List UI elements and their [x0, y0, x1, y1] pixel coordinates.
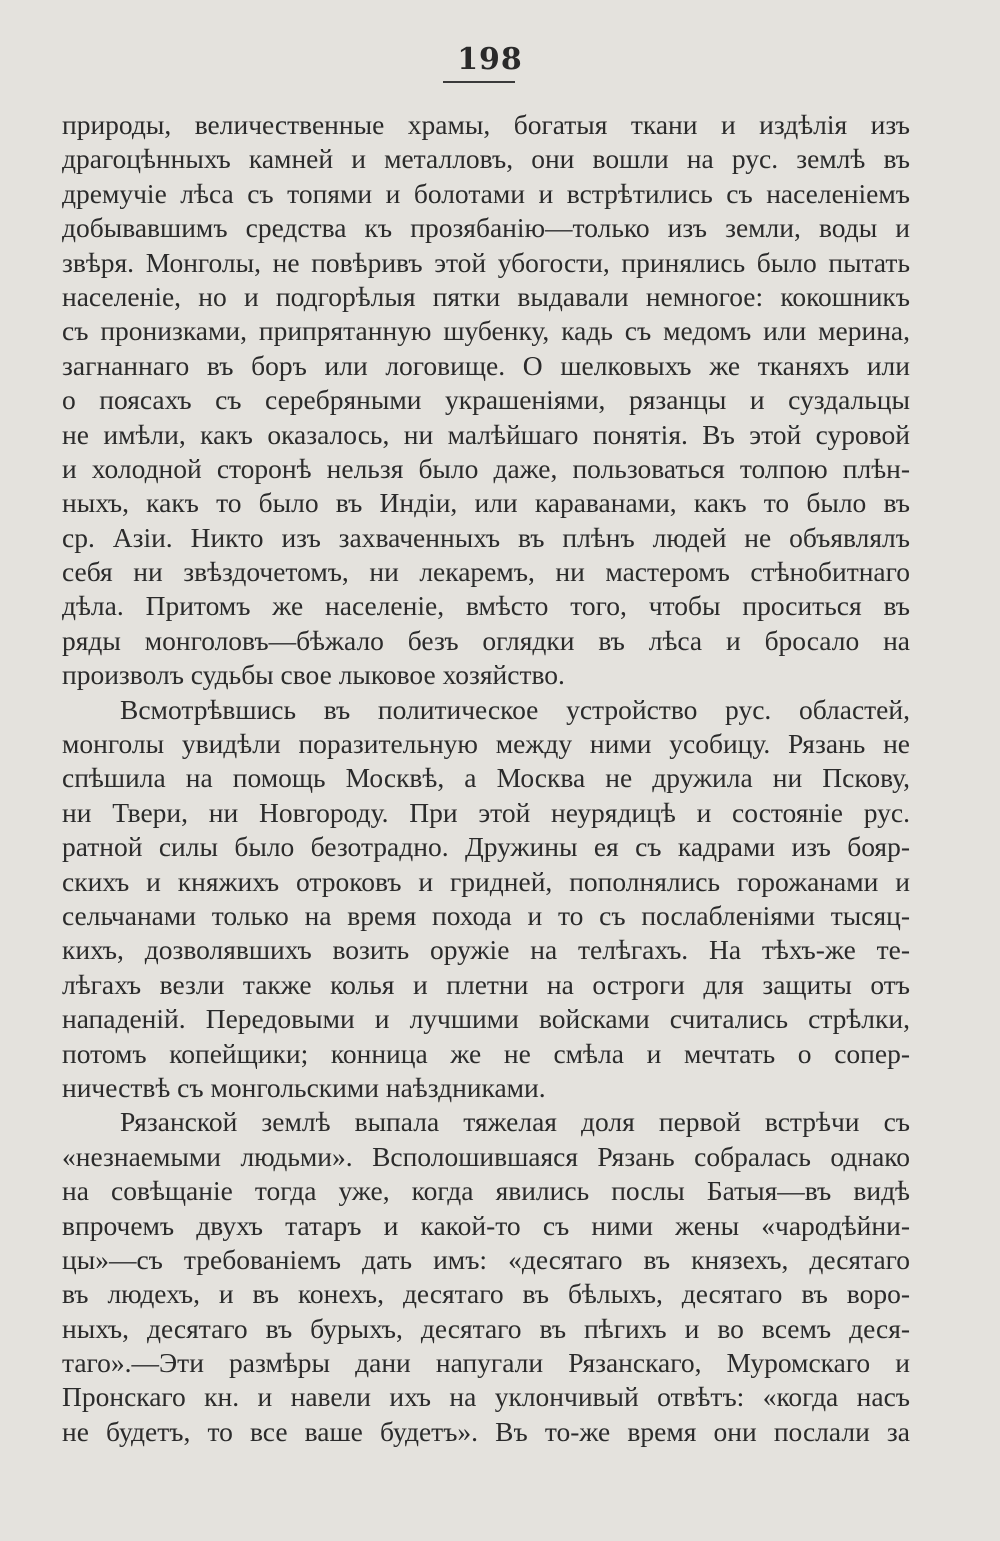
- text-line: сельчанами только на время похода и то съ послабленіями тысяц-: [62, 899, 910, 931]
- text-line: звѣря. Монголы, не повѣривъ этой убогости, принялись было пытать: [62, 246, 910, 278]
- text-line: о поясахъ съ серебряными украшеніями, рязанцы и суздальцы: [62, 384, 910, 416]
- text-line: спѣшила на помощь Москвѣ, а Москва не дружила ни Пскову,: [62, 762, 910, 794]
- text-line: монголы увидѣли поразительную между ними усобицу. Рязань не: [62, 728, 910, 760]
- text-line: лѣгахъ везли также колья и плетни на остроги для защиты отъ: [62, 968, 910, 1000]
- text-line: добывавшимъ средства къ прозябанію—только изъ земли, воды и: [62, 212, 910, 244]
- text-line: Всмотрѣвшись въ политическое устройство рус. областей,: [120, 693, 910, 725]
- text-line: ничествѣ съ монгольскими наѣздниками.: [62, 1071, 546, 1103]
- text-line: цы»—съ требованіемъ дать имъ: «десятаго въ князехъ, десятаго: [62, 1243, 910, 1275]
- text-line: таго».—Эти размѣры дани напугали Рязанскаго, Муромскаго и: [62, 1347, 910, 1379]
- text-line: ср. Азіи. Никто изъ захваченныхъ въ плѣнъ людей не объявлялъ: [62, 521, 910, 553]
- text-line: себя ни звѣздочетомъ, ни лекаремъ, ни мастеромъ стѣнобитнаго: [62, 556, 910, 588]
- text-line: драгоцѣнныхъ камней и металловъ, они вошли на рус. землѣ въ: [62, 143, 910, 175]
- text-line: ряды монголовъ—бѣжало безъ оглядки въ лѣса и бросало на: [62, 624, 910, 656]
- text-line: Рязанской землѣ выпала тяжелая доля первой встрѣчи съ: [120, 1106, 910, 1138]
- text-line: дремучіе лѣса съ топями и болотами и встрѣтились съ населеніемъ: [62, 177, 910, 209]
- text-line: на совѣщаніе тогда уже, когда явились послы Батыя—въ видѣ: [62, 1175, 910, 1207]
- text-line: ныхъ, десятаго въ бурыхъ, десятаго въ пѣгихъ и во всемъ деся-: [62, 1312, 910, 1344]
- page-number: 198: [457, 42, 523, 77]
- text-line: произволъ судьбы свое лыковое хозяйство.: [62, 659, 565, 691]
- text-line: въ людехъ, и въ конехъ, десятаго въ бѣлыхъ, десятаго въ воро-: [62, 1278, 910, 1310]
- text-line: кихъ, дозволявшихъ возить оружіе на телѣгахъ. На тѣхъ-же те-: [62, 934, 910, 966]
- text-line: загнаннаго въ боръ или логовище. О шелковыхъ же тканяхъ или: [62, 349, 910, 381]
- text-line: Пронскаго кн. и навели ихъ на уклончивый отвѣтъ: «когда насъ: [62, 1381, 910, 1413]
- text-line: природы, величественные храмы, богатыя ткани и издѣлія изъ: [62, 109, 910, 140]
- text-line: ратной силы было безотрадно. Дружины ея съ кадрами изъ бояр-: [62, 831, 910, 863]
- text-line: нападеній. Передовыми и лучшими войсками считались стрѣлки,: [62, 1003, 910, 1035]
- text-line: и холодной сторонѣ нельзя было даже, пользоваться толпою плѣн-: [62, 452, 910, 484]
- text-line: не будетъ, то все ваше будетъ». Въ то-же время они послали за: [62, 1415, 910, 1447]
- body-text: [62, 108, 910, 1449]
- text-line: не имѣли, какъ оказалось, ни малѣйшаго понятія. Въ этой суровой: [62, 418, 910, 450]
- text-line: населеніе, но и подгорѣлыя пятки выдавали немногое: кокошникъ: [62, 280, 910, 312]
- page-number-underline: [443, 81, 515, 83]
- text-line: ныхъ, какъ то было въ Индіи, или караванами, какъ то было въ: [62, 487, 910, 519]
- text-line: ни Твери, ни Новгороду. При этой неурядицѣ и состояніе рус.: [62, 796, 910, 828]
- text-line: съ пронизками, припрятанную шубенку, кадь съ медомъ или мерина,: [62, 315, 910, 347]
- text-line: «незнаемыми людьми». Всполошившаяся Рязань собралась однако: [62, 1140, 910, 1172]
- text-line: скихъ и княжихъ отроковъ и гридней, пополнялись горожанами и: [62, 865, 910, 897]
- text-line: потомъ копейщики; конница же не смѣла и мечтать о сопер-: [62, 1037, 910, 1069]
- text-line: впрочемъ двухъ татаръ и какой-то съ ними жены «чародѣйни-: [62, 1209, 910, 1241]
- text-line: дѣла. Притомъ же населеніе, вмѣсто того, чтобы проситься въ: [62, 590, 910, 622]
